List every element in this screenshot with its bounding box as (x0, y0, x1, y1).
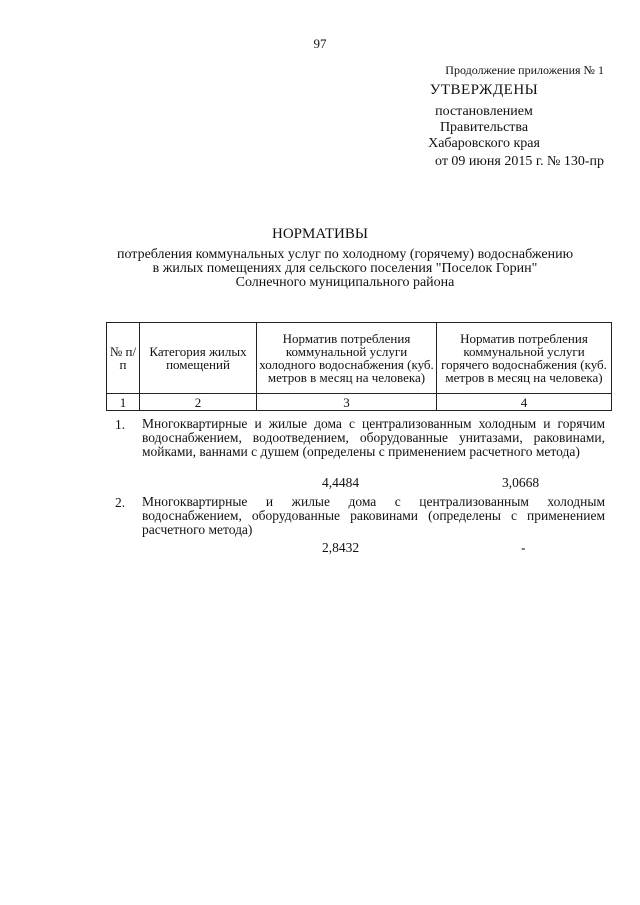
row-description: Многоквартирные и жилые дома с централизованным холодным и горячим водоснабжением, водоотведением, оборудованные унитазами, раковинами, мойками, ваннами с душем (определены с применением расчетного метода) (142, 416, 605, 459)
document-subtitle (110, 248, 580, 290)
document-title: НОРМАТИВЫ (272, 226, 368, 242)
header-cell-category: Категория жилых помещений (140, 323, 257, 394)
subtitle-line: Солнечного муниципального района (235, 275, 455, 290)
column-number: 4 (437, 394, 612, 411)
cold-water-value: 4,4484 (322, 475, 360, 490)
header-cell-hot-norm: Норматив потребления коммунальной услуги горячего водоснабжения (куб. метров в месяц на человека) (437, 323, 612, 394)
norms-table (106, 322, 612, 411)
cold-water-value: 2,8432 (322, 540, 360, 555)
approval-date: от 09 июня 2015 г. № 130-пр (435, 154, 604, 169)
row-description: Многоквартирные и жилые дома с централизованным холодным водоснабжением, оборудованные раковинами (определены с применением расчетного метода) (142, 494, 605, 537)
hot-water-value: 3,0668 (502, 475, 540, 490)
column-number: 2 (140, 394, 257, 411)
table-header-row (107, 323, 612, 394)
column-numbers-row (107, 394, 612, 411)
row-number: 1. (115, 417, 126, 432)
hot-water-value: - (521, 540, 526, 555)
approved-heading: УТВЕРЖДЕНЫ (429, 82, 539, 98)
column-number: 3 (257, 394, 437, 411)
subtitle-line: в жилых помещениях для сельского поселения "Поселок Горин" (152, 261, 538, 276)
approval-line: Правительства (439, 120, 529, 135)
approval-line: Хабаровского края (428, 136, 540, 151)
page-number: 97 (313, 36, 327, 51)
row-number: 2. (115, 495, 126, 510)
approval-block (364, 62, 604, 170)
subtitle-line: потребления коммунальных услуг по холодному (горячему) водоснабжению (116, 247, 574, 262)
column-number: 1 (107, 394, 140, 411)
continuation-note: Продолжение приложения № 1 (445, 63, 604, 77)
header-cell-number: № п/п (107, 323, 140, 394)
header-cell-cold-norm: Норматив потребления коммунальной услуги холодного водоснабжения (куб. метров в месяц на человека) (257, 323, 437, 394)
approval-line: постановлением (435, 104, 533, 119)
